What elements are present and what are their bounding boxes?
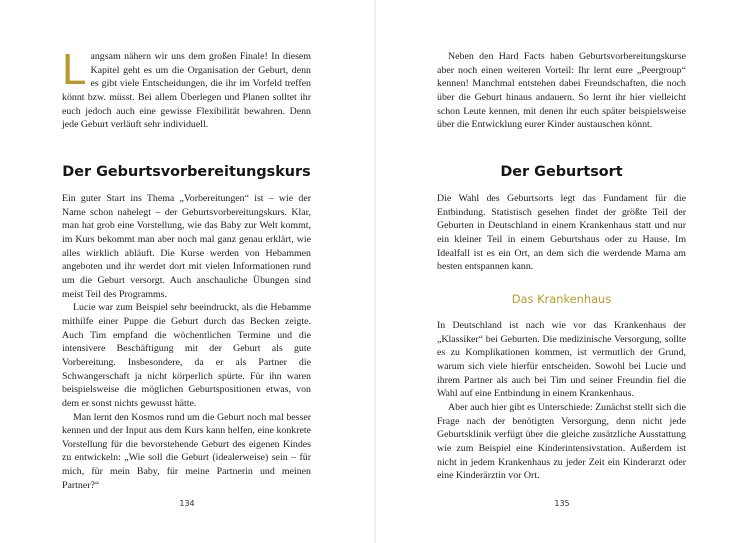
body-paragraph-1: Ein guter Start ins Thema „Vorbereitungen“ ist – wie der Name schon nahelegt – der Geburtsvorbereitungskurs. Klar, man hat grob eine Vorstellung, wie das Baby zur Welt kommt, im Kurs bekommt man aber noch mal ganz genau erklärt, wie alles wirklich abläuft. Die Kurse werden von Hebammen angeboten und ihr werdet dort mit vielen Informationen rund um die Geburt versorgt. Auch anschauliche Übungen sind meist Teil des Programms. (62, 193, 311, 300)
section-body-left (62, 192, 311, 492)
intro-text: angsam nähern wir uns dem großen Finale! In diesem Kapitel geht es um die Organisation der Geburt, denn es gibt viele Entscheidungen, die ihr im Vorfeld treffen könnt bzw. müsst. Bei allem Überlegen und Planen solltet ihr euch jedoch auch eine gewisse Flexibilität bewahren. Denn jede Geburt verläuft sehr individuell. (62, 51, 311, 131)
geburtsort-paragraph: Die Wahl des Geburtsorts legt das Fundament für die Entbindung. Statistisch gesehen findet der größte Teil der Geburten in Deutschland in einem Krankenhaus statt und nur ein kleiner Teil in einem Geburtshaus oder zu Hause. Im Idealfall ist es ein Ort, an dem sich die werdende Mama am besten entspannen kann. (437, 193, 686, 273)
section-heading-geburtsort: Der Geburtsort (500, 164, 623, 180)
intro-paragraph-right: Neben den Hard Facts haben Geburtsvorbereitungskurse aber noch einen weiteren Vorteil: Ihr lernt eure „Peergroup“ kennen! Manchmal entstehen dabei Freundschaften, die noch über die Geburt hinaus andauern. So lernt ihr hier vielleicht schon Leute kennen, mit denen ihr euch später beispielsweise über die Entwicklung eurer Kinder austauschen könnt. (437, 51, 686, 131)
body-paragraph-2: Lucie war zum Beispiel sehr beeindruckt, als die Hebamme mithilfe einer Puppe die Geburt durch das Becken zeigte. Auch Tim empfand die wöchentlichen Termine und die intensivere Beschäftigung mit der Geburt als gute Vorbereitung. Insbesondere, da er als Partner die Schwangerschaft ja nicht körperlich spürte. Für ihn waren beispielsweise die möglichen Geburtspositionen etwas, von dem er sonst nichts gewusst hätte. (62, 302, 311, 409)
krankenhaus-paragraph-2: Aber auch hier gibt es Unterschiede: Zunächst stellt sich die Frage nach der benötigten Versorgung, denn nicht jede Geburtsklinik verfügt über die gleiche zusätzliche Ausstattung wie zum Beispiel eine Kinderintensivstation. Außerdem ist nicht in jedem Krankenhaus zu jeder Zeit ein Kinderarzt oder eine Kinderärztin vor Ort. (437, 401, 686, 482)
section-body-right (437, 319, 686, 483)
chapter-intro (62, 45, 311, 132)
right-page (375, 0, 750, 543)
intro-paragraph (62, 45, 311, 132)
page-number-right: 135 (554, 499, 570, 508)
page-number-left: 134 (179, 499, 195, 508)
krankenhaus-paragraph-1: In Deutschland ist nach wie vor das Krankenhaus der „Klassiker“ bei Geburten. Die medizinische Versorgung, sollte es zu Komplikationen kommen, ist vermutlich der Grund, warum sich viele hierfür entscheiden. Sowohl bei Lucie und ihrem Partner als auch bei Tim und seiner Freundin fiel die Wahl auf eine Entbindung in einem Krankenhaus. (437, 320, 686, 400)
body-paragraph-3: Man lernt den Kosmos rund um die Geburt noch mal besser kennen und der Input aus dem Kurs kann helfen, eine konkrete Vorstellung für die bevorstehende Geburt des eigenen Kindes zu entwickeln: „Wie soll die Geburt (idealerweise) sein – für mich, für mein Baby, für meine Partnerin und meinen Partner?“ (62, 411, 311, 491)
subheading-krankenhaus: Das Krankenhaus (511, 292, 612, 306)
drop-cap: L (62, 45, 87, 94)
section-heading-geburtsvorbereitungskurs: Der Geburtsvorbereitungskurs (62, 164, 311, 180)
